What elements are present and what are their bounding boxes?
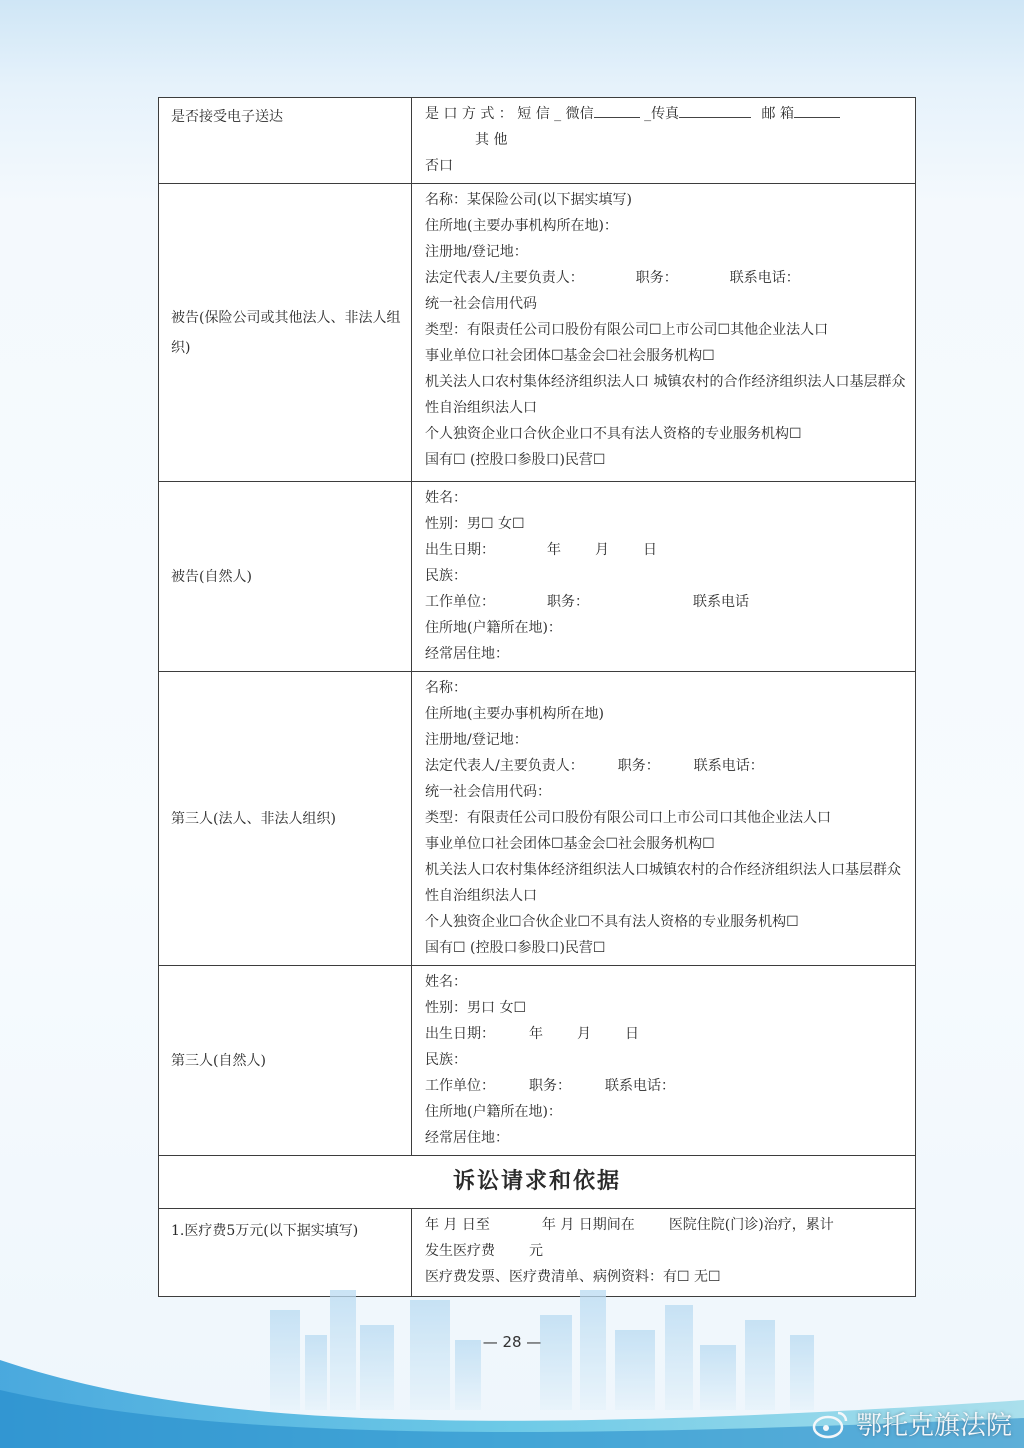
- field-credit-code: 统一社会信用代码：: [425, 784, 551, 800]
- field-ethnicity: 民族：: [425, 1052, 467, 1068]
- field-registration: 注册地/登记地：: [425, 732, 528, 748]
- field-type-4: 个人独资企业口合伙企业口不具有法人资格的专业服务机构☐: [425, 426, 802, 442]
- row-content: [412, 98, 916, 184]
- field-birthdate: 出生日期： 年 月 日: [425, 542, 657, 558]
- field-gender: 性别：男口 女☐: [425, 1000, 527, 1016]
- field-legal-rep: 法定代表人/主要负责人： 职务： 联系电话：: [425, 758, 764, 774]
- field-type-2: 事业单位口社会团体☐基金会☐社会服务机构☐: [425, 348, 715, 364]
- field-legal-rep: 法定代表人/主要负责人： 职务： 联系电话：: [425, 270, 800, 286]
- field-domicile: 住所地(户籍所在地)：: [425, 620, 562, 636]
- row-defendant-person: [159, 482, 916, 672]
- weibo-logo-icon: [812, 1409, 848, 1439]
- field-type-3: 机关法人口农村集体经济组织法人口 城镇农村的合作经济组织法人口基层群众性自治组织法人口: [425, 374, 906, 416]
- field-name: 名称：: [425, 680, 467, 696]
- field-registration: 注册地/登记地：: [425, 244, 528, 260]
- row-label: 第三人(自然人): [159, 966, 412, 1156]
- field-type-2: 事业单位口社会团体☐基金会☐社会服务机构☐: [425, 836, 715, 852]
- service-method-line: 是 口 方 式 ： 短 信 _ 微信 _传真 邮 箱: [425, 101, 907, 127]
- row-content: [412, 1209, 916, 1297]
- row-third-party-org: [159, 672, 916, 966]
- field-ethnicity: 民族：: [425, 568, 467, 584]
- form-table: [158, 97, 916, 1297]
- field-ownership: 国有☐ (控股口参股口)民营☐: [425, 940, 606, 956]
- field-gender: 性别：男☐ 女☐: [425, 516, 525, 532]
- field-name: 姓名：: [425, 490, 467, 506]
- field-domicile: 住所地(主要办事机构所在地): [425, 706, 604, 722]
- field-residence: 经常居住地：: [425, 1130, 509, 1146]
- page-number: — 28 —: [482, 1333, 542, 1351]
- row-content: [412, 966, 916, 1156]
- service-other-line: 其 他: [475, 132, 508, 148]
- field-type-3: 机关法人口农村集体经济组织法人口城镇农村的合作经济组织法人口基层群众性自治组织法人口: [425, 862, 901, 904]
- watermark-text: 鄂托克旗法院: [855, 1411, 1012, 1441]
- field-credit-code: 统一社会信用代码: [425, 296, 537, 312]
- watermark: [812, 1405, 1012, 1442]
- field-residence: 经常居住地：: [425, 646, 509, 662]
- service-no-line: 否口: [425, 158, 453, 174]
- row-content: [412, 184, 916, 482]
- field-type: 类型：有限责任公司口股份有限公司☐上市公司☐其他企业法人口: [425, 322, 829, 338]
- field-employer: 工作单位： 职务： 联系电话: [425, 594, 749, 610]
- field-birthdate: 出生日期： 年 月 日: [425, 1026, 639, 1042]
- field-name: 名称：某保险公司(以下据实填写): [425, 192, 632, 208]
- row-defendant-org: [159, 184, 916, 482]
- row-label: 1.医疗费5万元(以下据实填写): [159, 1209, 412, 1297]
- field-type: 类型：有限责任公司口股份有限公司口上市公司口其他企业法人口: [425, 810, 831, 826]
- row-content: [412, 482, 916, 672]
- row-electronic-service: [159, 98, 916, 184]
- row-label: 第三人(法人、非法人组织): [159, 672, 412, 966]
- row-label: 被告(保险公司或其他法人、非法人组织): [159, 184, 412, 482]
- field-ownership: 国有☐ (控股口参股口)民营☐: [425, 452, 606, 468]
- row-content: [412, 672, 916, 966]
- row-label: 是否接受电子送达: [159, 98, 412, 184]
- section-title-row: [159, 1156, 916, 1209]
- row-label: 被告(自然人): [159, 482, 412, 672]
- field-name: 姓名：: [425, 974, 467, 990]
- field-employer: 工作单位： 职务： 联系电话：: [425, 1078, 675, 1094]
- row-third-party-person: [159, 966, 916, 1156]
- section-title: 诉讼请求和依据: [159, 1156, 916, 1209]
- field-domicile: 住所地(户籍所在地)：: [425, 1104, 562, 1120]
- field-medical-cost: 发生医疗费 元: [425, 1243, 543, 1259]
- row-claim-medical: [159, 1209, 916, 1297]
- field-medical-docs: 医疗费发票、医疗费清单、病例资料：有☐ 无☐: [425, 1269, 721, 1285]
- field-domicile: 住所地(主要办事机构所在地)：: [425, 218, 618, 234]
- litigation-form: [158, 97, 916, 1297]
- field-type-4: 个人独资企业☐合伙企业☐不具有法人资格的专业服务机构☐: [425, 914, 799, 930]
- field-period: 年 月 日至 年 月 日期间在 医院住院(门诊)治疗，累计: [425, 1217, 834, 1233]
